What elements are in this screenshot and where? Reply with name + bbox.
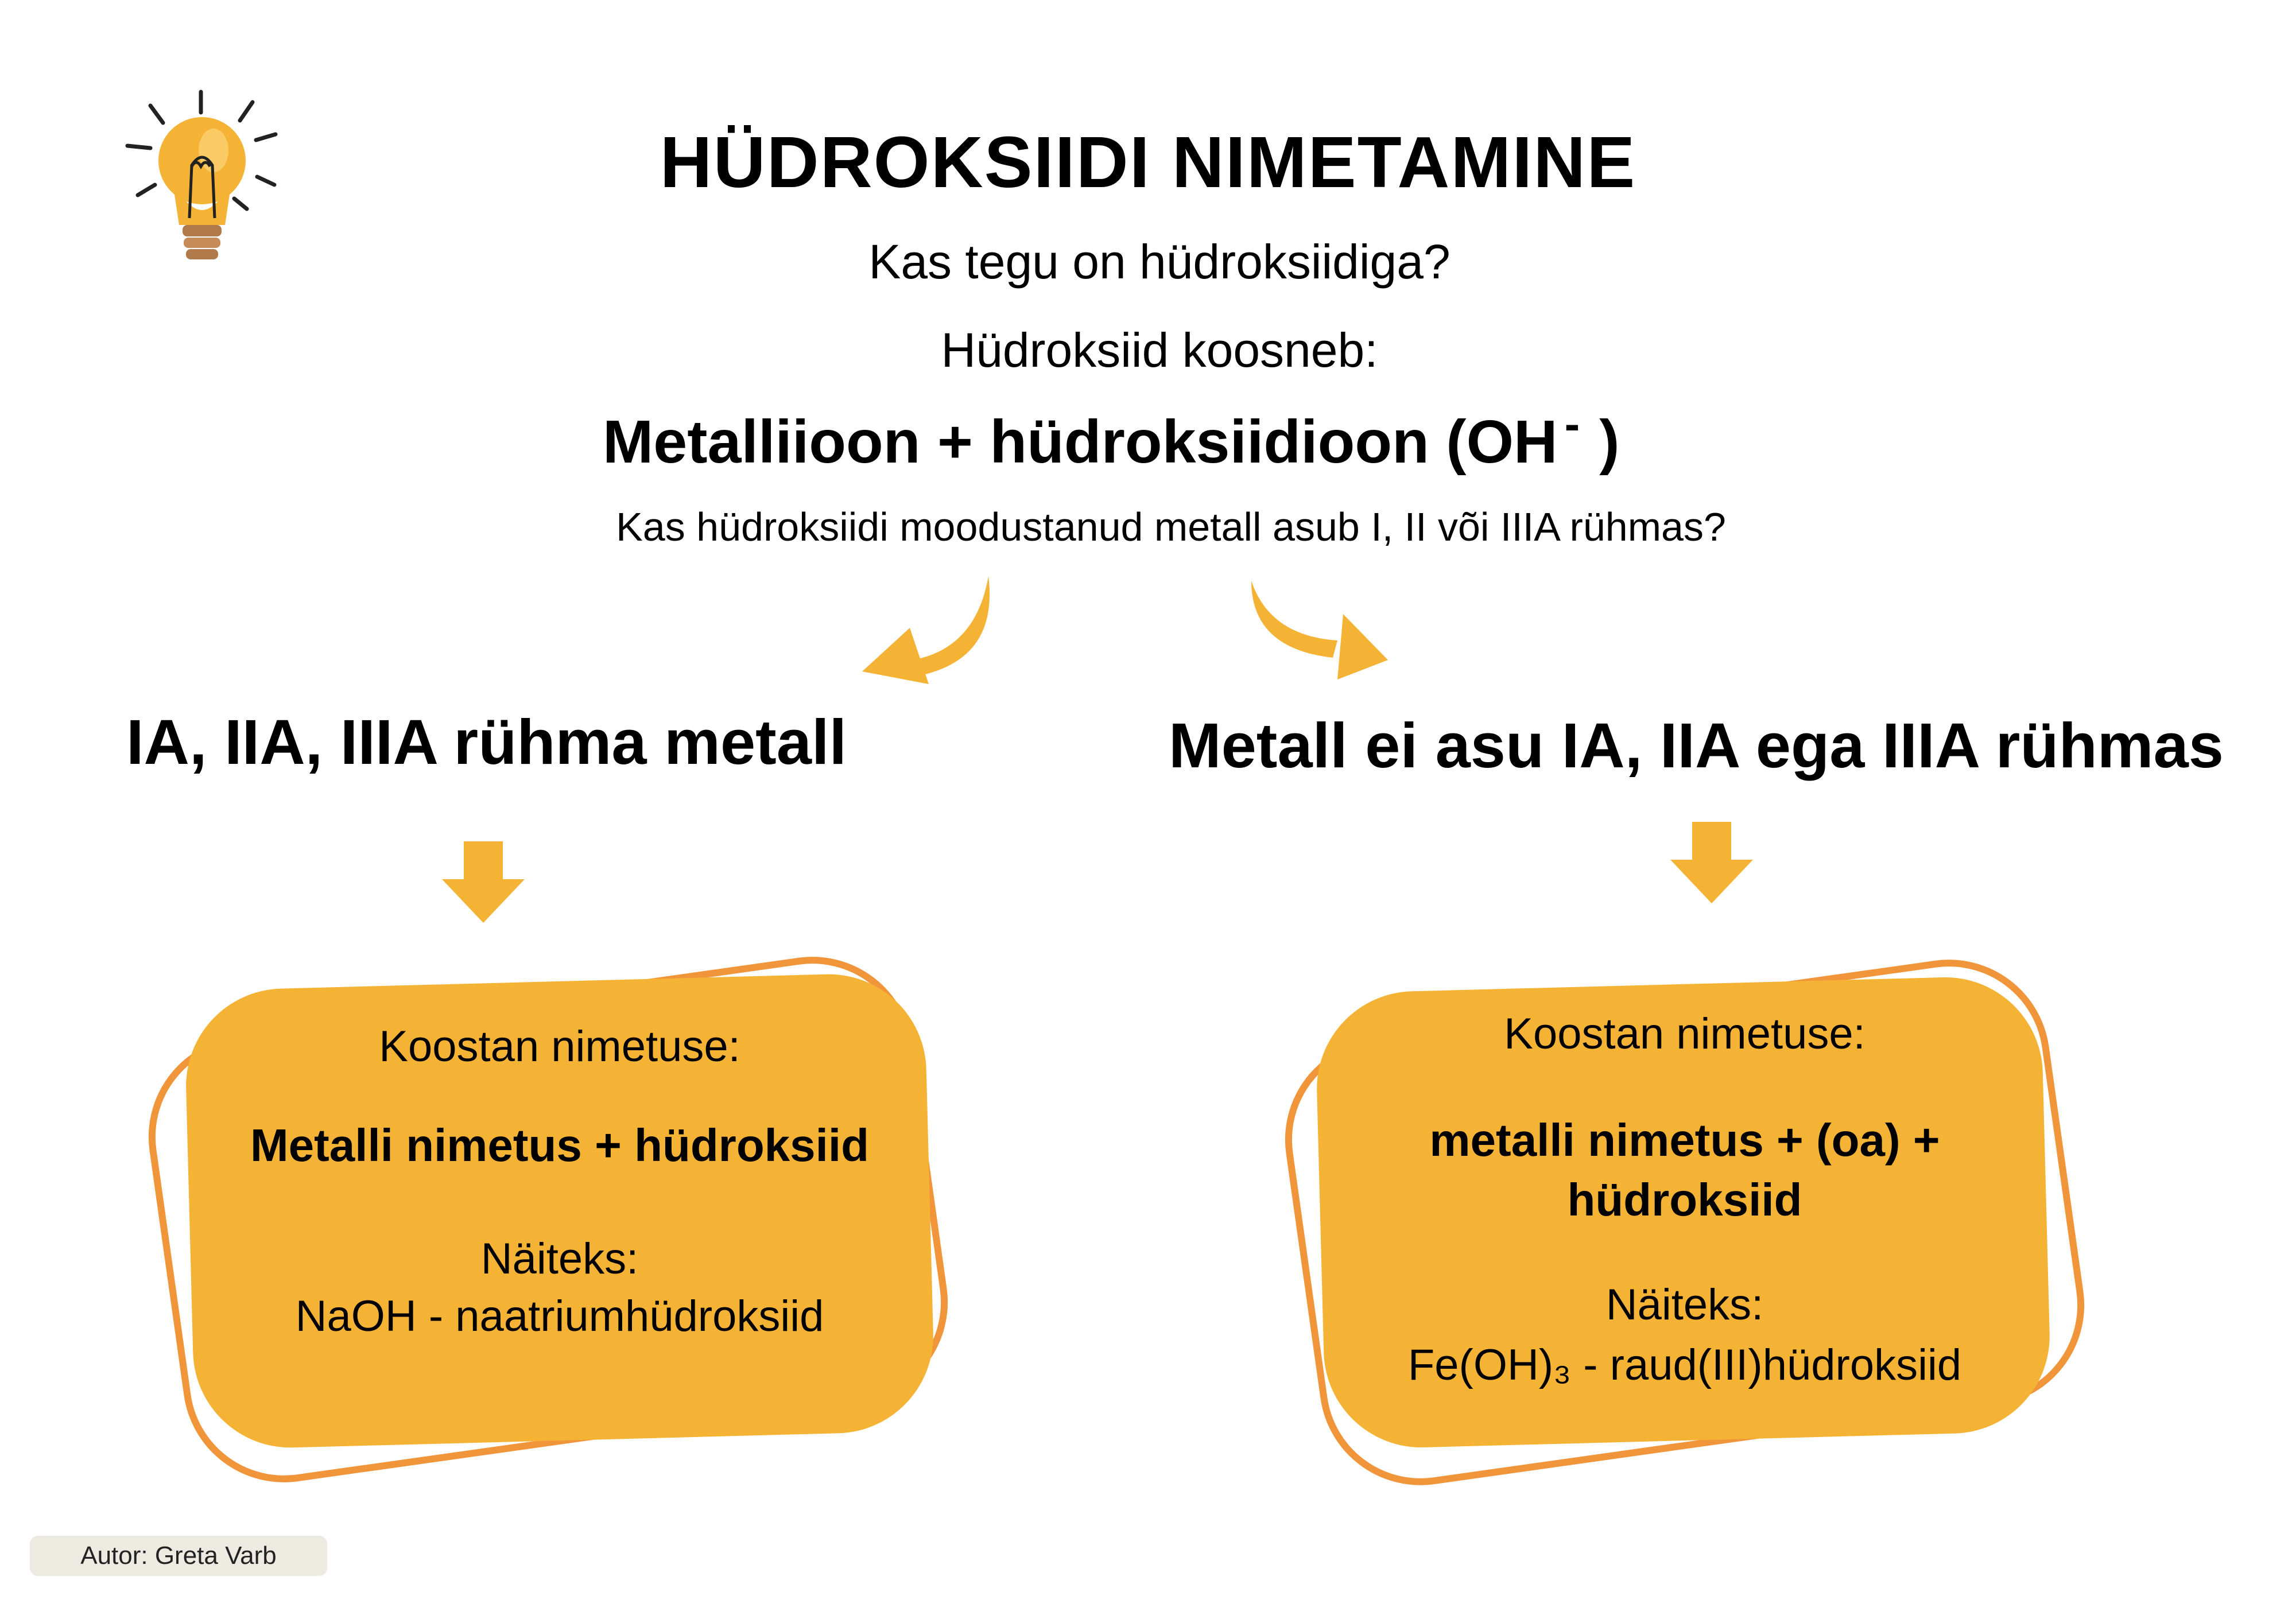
formula-close: ) <box>1599 408 1620 476</box>
down-arrow-icon <box>1670 822 1753 903</box>
branch-heading-right: Metall ei asu IA, IIA ega IIIA rühmas <box>1169 710 2224 781</box>
formula-main: Metalliioon + hüdroksiidioon (OH <box>603 408 1558 476</box>
right-example: Fe(OH)₃ - raud(III)hüdroksiid <box>1407 1341 1962 1389</box>
left-example-label: Näiteks: <box>480 1234 639 1283</box>
left-box-label: Koostan nimetuse: <box>379 1022 740 1071</box>
page-title: HÜDROKSIIDI NIMETAMINE <box>660 122 1636 203</box>
curved-arrow-left-icon <box>862 576 990 684</box>
branch-heading-left: IA, IIA, IIIA rühma metall <box>126 707 847 778</box>
author-badge: Autor: Greta Varb <box>30 1536 327 1576</box>
curved-arrow-right-icon <box>1251 581 1388 680</box>
right-box-rule: metalli nimetus + (oa) + hüdroksiid <box>1429 1115 1940 1225</box>
question-metal-group: Kas hüdroksiidi moodustanud metall asub I, II või IIIA rühmas? <box>616 504 1726 549</box>
definition-label: Hüdroksiid koosneb: <box>941 323 1378 377</box>
question-is-hydroxide: Kas tegu on hüdroksiidiga? <box>868 235 1450 289</box>
composition-formula <box>603 398 1620 477</box>
down-arrow-icon <box>442 841 525 923</box>
right-example-label: Näiteks: <box>1605 1280 1764 1329</box>
left-box-rule: Metalli nimetus + hüdroksiid <box>250 1120 869 1171</box>
left-example: NaOH - naatriumhüdroksiid <box>295 1292 824 1341</box>
right-box-label: Koostan nimetuse: <box>1504 1009 1865 1058</box>
formula-superscript: - <box>1564 398 1580 449</box>
